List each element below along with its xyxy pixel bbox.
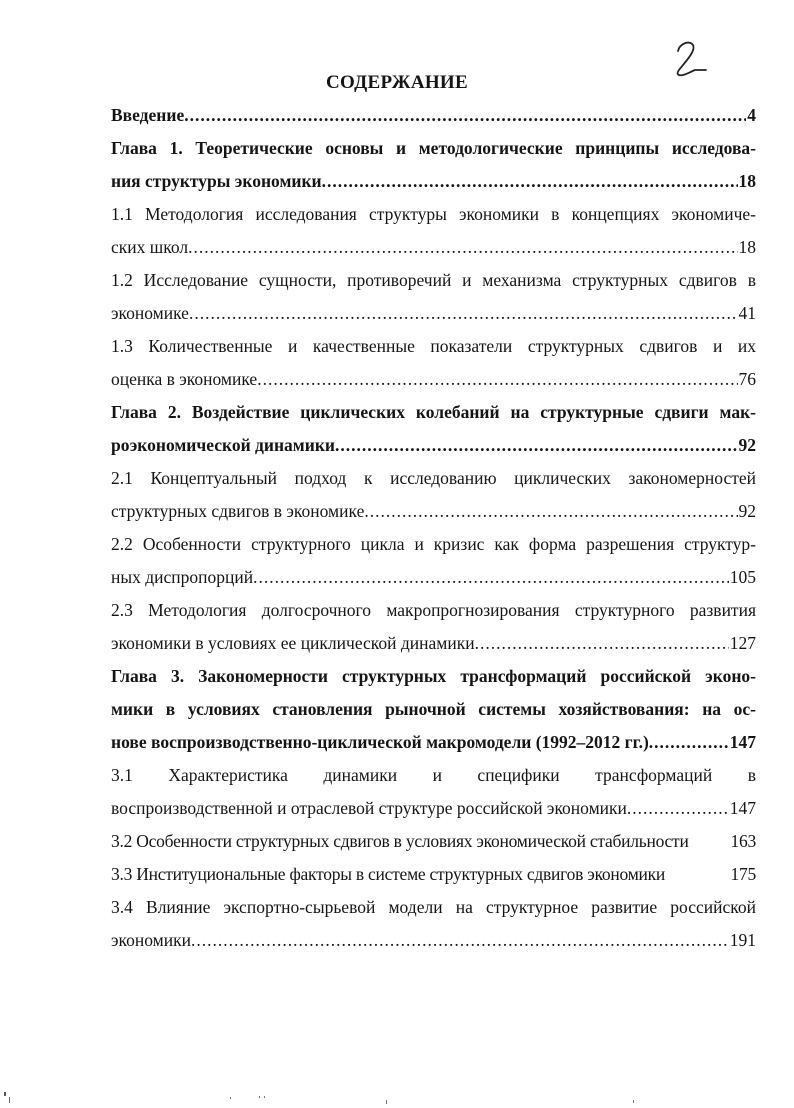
toc-entry-leader-line: [111, 825, 756, 858]
toc-entry-text-line: структурных сдвигов в экономике: [111, 501, 365, 521]
toc-entry: [111, 660, 756, 759]
toc-entry-text-line: Глава 3. Закономерности структурных трансформаций российской эконо-: [111, 666, 756, 686]
dot-leader: [322, 165, 738, 198]
dot-leader: [253, 561, 729, 594]
toc-entry-text-line: ния структуры экономики: [111, 171, 322, 191]
toc-page-number: 191: [729, 930, 756, 950]
toc-entry-leader-line: [111, 297, 756, 330]
toc-entry: [111, 528, 756, 594]
toc-page-number: 41: [738, 303, 756, 323]
toc-entry: [111, 396, 756, 462]
toc-entry-leader-line: [111, 924, 756, 957]
toc-entry: [111, 264, 756, 330]
page-title: СОДЕРЖАНИЕ: [326, 72, 468, 93]
toc-entry-leader-line: [111, 231, 756, 264]
toc-entry: [111, 594, 756, 660]
toc-entry-leader-line: [111, 561, 756, 594]
toc-page-number: 147: [729, 798, 756, 818]
toc-page-number: 163: [730, 831, 756, 851]
toc-page-number: 175: [730, 864, 756, 884]
toc-page-number: 147: [729, 732, 756, 752]
toc-entry: [111, 462, 756, 528]
toc-entry-text-line: 3.4 Влияние экспортно-сырьевой модели на структурное развитие российской: [111, 897, 756, 917]
toc-page-number: 76: [738, 369, 756, 389]
toc-page-number: 92: [738, 435, 756, 455]
toc-entry-leader-line: [111, 726, 756, 759]
toc-entry-text-line: мики в условиях становления рыночной системы хозяйствования: на ос-: [111, 699, 756, 719]
toc-entry-leader-line: [111, 363, 756, 396]
dot-leader: [189, 297, 738, 330]
toc-entry-text-line: 2.1 Концептуальный подход к исследованию циклических закономерностей: [111, 468, 756, 488]
toc-entry-text-line: 3.1 Характеристика динамики и специфики трансформаций в: [111, 765, 756, 785]
dot-leader: [627, 792, 729, 825]
toc-entry-leader-line: [111, 99, 756, 132]
toc-entry: [111, 330, 756, 396]
toc-entry: [111, 825, 756, 858]
toc-entry-text-line: воспроизводственной и отраслевой структуре российской экономики: [111, 798, 627, 818]
toc-entry-text-line: ских школ: [111, 237, 189, 257]
toc-page-number: 127: [729, 633, 756, 653]
scan-artifacts: [0, 1088, 794, 1108]
table-of-contents: [111, 99, 756, 957]
toc-entry-text-line: Введение: [111, 105, 185, 125]
dot-leader: [364, 495, 737, 528]
toc-page-number: 105: [729, 567, 756, 587]
toc-entry-leader-line: [111, 792, 756, 825]
toc-entry-text-line: 3.2 Особенности структурных сдвигов в условиях экономической стабильности: [111, 831, 689, 851]
toc-entry-text-line: Глава 1. Теоретические основы и методологические принципы исследова-: [111, 138, 756, 158]
toc-entry-text-line: 1.1 Методология исследования структуры экономики в концепциях экономиче-: [111, 204, 756, 224]
toc-entry-leader-line: [111, 165, 756, 198]
toc-entry-text-line: 2.3 Методология долгосрочного макропрогнозирования структурного развития: [111, 600, 756, 620]
toc-entry-text-line: 3.3 Институциональные факторы в системе структурных сдвигов экономики: [111, 864, 666, 884]
toc-entry-text-line: 1.2 Исследование сущности, противоречий и механизма структурных сдвигов в: [111, 270, 756, 290]
toc-entry-text-line: оценка в экономике: [111, 369, 258, 389]
toc-page-number: 18: [738, 237, 756, 257]
toc-entry: [111, 99, 756, 132]
toc-entry: [111, 132, 756, 198]
toc-entry-leader-line: [111, 429, 756, 462]
toc-page-number: 18: [738, 171, 756, 191]
toc-entry-text-line: экономики в условиях ее циклической динамики: [111, 633, 475, 653]
toc-entry-leader-line: [111, 858, 756, 891]
dot-leader: [184, 99, 746, 132]
toc-entry-text-line: экономики: [111, 930, 191, 950]
toc-entry-text-line: Глава 2. Воздействие циклических колебаний на структурные сдвиги мак-: [111, 402, 756, 422]
dot-leader: [649, 726, 729, 759]
dot-leader: [475, 627, 729, 660]
toc-entry: [111, 858, 756, 891]
toc-entry-text-line: 1.3 Количественные и качественные показатели структурных сдвигов и их: [111, 336, 756, 356]
dot-leader: [191, 924, 729, 957]
toc-entry-leader-line: [111, 495, 756, 528]
toc-entry: [111, 198, 756, 264]
toc-entry-text-line: роэкономической динамики: [111, 435, 335, 455]
dot-leader: [335, 429, 738, 462]
toc-entry-text-line: экономике: [111, 303, 189, 323]
toc-entry-text-line: нове воспроизводственно-циклической макромодели (1992–2012 гг.): [111, 732, 649, 752]
toc-entry: [111, 759, 756, 825]
toc-entry-text-line: ных диспропорций: [111, 567, 254, 587]
toc-entry: [111, 891, 756, 957]
dot-leader: [257, 363, 737, 396]
toc-entry-leader-line: [111, 627, 756, 660]
dot-leader: [188, 231, 737, 264]
toc-page-number: 4: [747, 105, 756, 125]
toc-page-number: 92: [738, 501, 756, 521]
toc-entry-text-line: 2.2 Особенности структурного цикла и кризис как форма разрешения структур-: [111, 534, 756, 554]
